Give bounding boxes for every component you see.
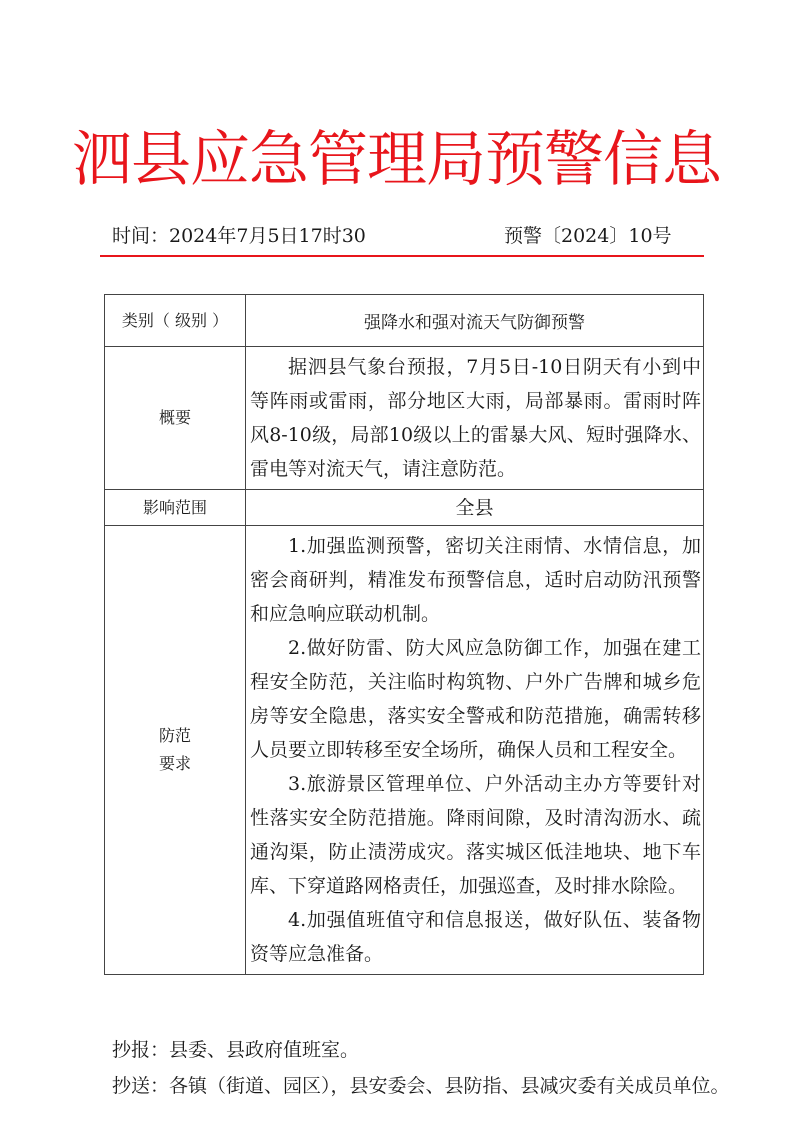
requirement-item: 4.加强值班值守和信息报送，做好队伍、装备物资等应急准备。: [250, 909, 701, 965]
category-row: [105, 295, 704, 347]
scope-label: 影响范围: [105, 490, 246, 526]
issue-time: 时间：2024年7月5日17时30: [112, 225, 366, 247]
scope-value: 全县: [246, 490, 704, 526]
prevention-label-line1: 防范: [158, 726, 191, 745]
overview-cell: [246, 347, 704, 490]
prevention-label: [105, 526, 246, 975]
cc-send: 抄送：各镇（街道、园区），县安委会、县防指、县减灾委有关成员单位。: [112, 1075, 730, 1097]
overview-text: 据泗县气象台预报，7月5日-10日阴天有小到中等阵雨或雷雨，部分地区大雨，局部暴雨。雷雨时阵风8-10级，局部10级以上的雷暴大风、短时强降水、雷电等对流天气，请注意防范。: [250, 356, 701, 480]
warning-table: [104, 294, 704, 975]
red-divider: [100, 255, 704, 257]
warning-number: 预警〔2024〕10号: [504, 225, 672, 247]
prevention-cell: [246, 526, 704, 975]
cc-report: 抄报：县委、县政府值班室。: [112, 1039, 360, 1061]
category-label: 类别（ 级别 ）: [105, 295, 246, 347]
page-title: 泗县应急管理局预警信息: [72, 125, 721, 195]
overview-label: 概要: [105, 347, 246, 490]
overview-row: [105, 347, 704, 490]
category-value: 强降水和强对流天气防御预警: [246, 295, 704, 347]
requirement-item: 1.加强监测预警，密切关注雨情、水情信息，加密会商研判，精准发布预警信息，适时启动防汛预警和应急响应联动机制。: [250, 535, 701, 625]
scope-row: [105, 490, 704, 526]
requirement-item: 3.旅游景区管理单位、户外活动主办方等要针对性落实安全防范措施。降雨间隙，及时清沟沥水、疏通沟渠，防止渍涝成灾。落实城区低洼地块、地下车库、下穿道路网格责任，加强巡查，及时排水除险。: [250, 773, 701, 897]
prevention-row: [105, 526, 704, 975]
requirement-item: 2.做好防雷、防大风应急防御工作，加强在建工程安全防范，关注临时构筑物、户外广告牌和城乡危房等安全隐患，落实安全警戒和防范措施，确需转移人员要立即转移至安全场所，确保人员和工程安全。: [250, 637, 701, 761]
prevention-label-line2: 要求: [158, 754, 191, 773]
